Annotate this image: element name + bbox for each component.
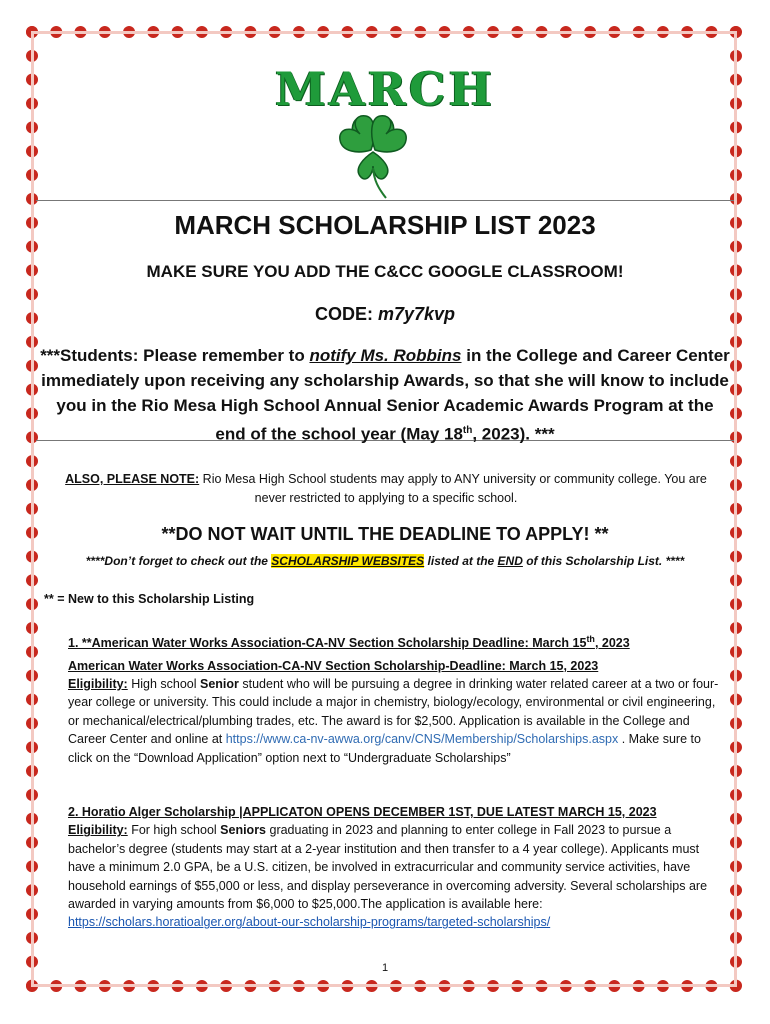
eligibility-text-a: For high school — [127, 823, 221, 838]
eligibility-text-b: graduating in 2023 and planning to enter college in Fall 2023 to pursue a bachelor’s degree (students may start at a 2-year institution and then transfer to a 4 year college). Applicants must have a minimum 2.0 GPA, be a U.S. citizen, be involved in extracurricular and community service activities, have household earnings of $55,000 or less, and display perseverance in overcoming adversity. Several scholarships are awarded in varying amounts from $6,000 to $25,000.The application is available here: — [68, 823, 708, 912]
dont-forget-text-3: of this Scholarship List. **** — [522, 554, 685, 568]
dont-forget-text-2: listed at the — [424, 554, 498, 568]
scholarship-heading: 2. Horatio Alger Scholarship |APPLICATON OPENS DECEMBER 1ST, DUE LATEST MARCH 15, 2023 — [68, 805, 657, 819]
eligibility-text-a: High school — [127, 676, 200, 691]
awards-notice — [40, 343, 730, 447]
scholarship-heading-text: 1. **American Water Works Association-CA-NV Section Scholarship Deadline: March 15 — [68, 636, 587, 651]
awwa-scholarship-link[interactable]: https://www.ca-nv-awwa.org/canv/CNS/Membership/Scholarships.aspx — [225, 732, 619, 747]
eligibility-label: Eligibility: — [68, 676, 128, 691]
eligibility-text-c: . Make sure to click on the “Download Application” option next to “Undergraduate Scholarships” — [68, 732, 701, 765]
horatio-alger-link[interactable]: https://scholars.horatioalger.org/about-our-scholarship-programs/targeted-scholarships/ — [68, 915, 551, 930]
also-note — [48, 470, 724, 508]
scholarship-websites-highlight: SCHOLARSHIP WEBSITES — [271, 554, 425, 568]
deadline-warning: **DO NOT WAIT UNTIL THE DEADLINE TO APPLY! ** — [161, 524, 609, 544]
scholarship-eligibility — [68, 821, 724, 931]
eligibility-label: Eligibility: — [68, 823, 128, 838]
also-text: Rio Mesa High School students may apply to ANY university or community college. You are never restricted to applying to a specific school. — [199, 472, 707, 505]
scholarship-eligibility — [68, 675, 724, 767]
page-number: 1 — [381, 962, 389, 974]
scholarship-subheading: American Water Works Association-CA-NV Section Scholarship-Deadline: March 15, 2023 — [68, 658, 599, 673]
eligibility-bold: Senior — [200, 676, 239, 691]
also-label: ALSO, PLEASE NOTE: — [65, 472, 200, 486]
scholarship-item-1 — [68, 630, 724, 767]
march-art-title: MARCH — [275, 62, 495, 116]
eligibility-bold: Seniors — [220, 823, 267, 838]
code-label: CODE: — [314, 304, 378, 324]
dont-forget-text-1: ****Don’t forget to check out the — [85, 554, 272, 568]
page-title: MARCH SCHOLARSHIP LIST 2023 — [174, 210, 596, 240]
eligibility-text-b: student who will be pursuing a degree in drinking water related career at a two or four-year college or university. This could include a major in chemistry, biology/ecology, environmental or civil engineering, or mechanical/electrical/plumbing trades, etc. The award is for $2,500. Application is available in the College and Career Center and online at — [68, 676, 719, 747]
notice-text-2: in the College and Career Center immediately upon receiving any scholarship Awards, so that she will know to include you in the Rio Mesa High School Annual Senior Academic Awards Program at the end of the school year (May 18 — [41, 346, 730, 444]
dont-forget-note — [40, 554, 730, 568]
notice-underlined: notify Ms. Robbins — [309, 346, 462, 365]
heading-end: , 2023 — [594, 636, 630, 651]
divider-top — [36, 200, 734, 201]
notice-text-1: ***Students: Please remember to — [40, 346, 310, 365]
notice-text-3: , 2023). *** — [472, 424, 555, 444]
scholarship-heading — [68, 630, 724, 653]
new-listing-legend: ** = New to this Scholarship Listing — [44, 592, 255, 606]
code-value: m7y7kvp — [377, 304, 456, 324]
scholarship-item-2 — [68, 803, 724, 932]
end-word: END — [497, 554, 523, 568]
classroom-code — [40, 304, 730, 325]
heading-sup: th — [586, 634, 595, 644]
shamrock-icon — [330, 108, 416, 200]
notice-sup: th — [462, 425, 473, 436]
classroom-line: MAKE SURE YOU ADD THE C&CC GOOGLE CLASSROOM! — [146, 262, 624, 281]
